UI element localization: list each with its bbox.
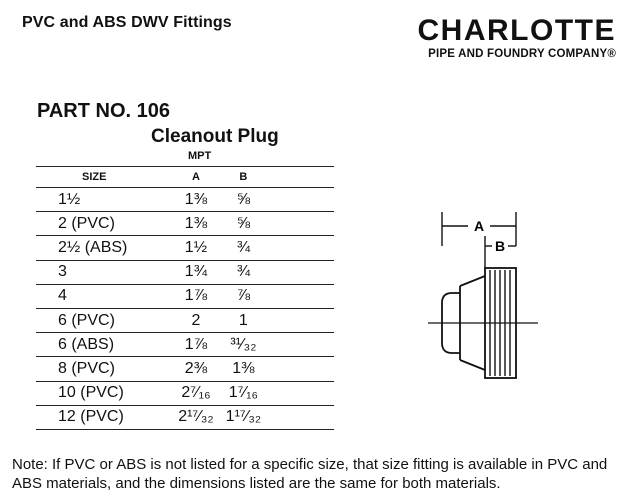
table-row — [36, 308, 334, 332]
cell-b: 1 — [219, 308, 267, 332]
cell-spacer — [268, 308, 335, 332]
cell-b: 1⁷⁄₁₆ — [219, 381, 267, 405]
table-row — [36, 333, 334, 357]
plug-collar-bottom — [460, 360, 485, 370]
header-spacer — [268, 167, 335, 188]
table-row — [36, 357, 334, 381]
cell-b: ⅝ — [219, 212, 267, 236]
cell-spacer — [268, 405, 335, 429]
table-row — [36, 381, 334, 405]
cell-size: 3 — [36, 260, 173, 284]
cell-a: 1⅜ — [173, 188, 220, 212]
dim-a-label: A — [473, 218, 485, 234]
logo-name: CHARLOTTE — [417, 14, 616, 47]
cell-size: 10 (PVC) — [36, 381, 173, 405]
header-size: SIZE — [36, 167, 173, 188]
dim-b-label: B — [494, 238, 506, 254]
cell-a: 1½ — [173, 236, 220, 260]
cell-spacer — [268, 333, 335, 357]
charlotte-logo — [388, 16, 616, 60]
cell-spacer — [268, 260, 335, 284]
dimensions-table — [36, 166, 334, 430]
header-a: A — [173, 167, 220, 188]
header-b: B — [219, 167, 267, 188]
cell-a: 1¾ — [173, 260, 220, 284]
cell-a: 2⅜ — [173, 357, 220, 381]
cell-spacer — [268, 188, 335, 212]
logo-tagline: PIPE AND FOUNDRY COMPANY® — [428, 48, 616, 60]
page-header-title: PVC and ABS DWV Fittings — [22, 14, 232, 31]
product-name: Cleanout Plug — [151, 126, 279, 147]
cell-size: 12 (PVC) — [36, 405, 173, 429]
table-row — [36, 260, 334, 284]
plug-collar-top — [460, 276, 485, 286]
table-row — [36, 188, 334, 212]
part-number: PART NO. 106 — [37, 100, 170, 122]
table-row — [36, 405, 334, 429]
cell-size: 6 (PVC) — [36, 308, 173, 332]
cell-a: 2¹⁷⁄₃₂ — [173, 405, 220, 429]
table-row — [36, 236, 334, 260]
table-row — [36, 212, 334, 236]
cell-spacer — [268, 236, 335, 260]
cell-spacer — [268, 357, 335, 381]
cell-size: 8 (PVC) — [36, 357, 173, 381]
cell-b: ³¹⁄₃₂ — [219, 333, 267, 357]
cell-a: 2⁷⁄₁₆ — [173, 381, 220, 405]
table-header-row — [36, 167, 334, 188]
cell-spacer — [268, 284, 335, 308]
cell-size: 6 (ABS) — [36, 333, 173, 357]
cell-a: 1⅞ — [173, 333, 220, 357]
thread-type: MPT — [188, 150, 212, 162]
cell-size: 2 (PVC) — [36, 212, 173, 236]
cell-spacer — [268, 381, 335, 405]
cell-b: ⅝ — [219, 188, 267, 212]
cell-b: ⅞ — [219, 284, 267, 308]
cell-size: 1½ — [36, 188, 173, 212]
cell-b: ¾ — [219, 236, 267, 260]
cell-spacer — [268, 212, 335, 236]
cell-a: 1⅜ — [173, 212, 220, 236]
cell-b: 1⅜ — [219, 357, 267, 381]
table-row — [36, 284, 334, 308]
cell-a: 2 — [173, 308, 220, 332]
cleanout-plug-diagram — [428, 206, 540, 386]
cell-b: ¾ — [219, 260, 267, 284]
cell-size: 2½ (ABS) — [36, 236, 173, 260]
cell-a: 1⅞ — [173, 284, 220, 308]
material-note: Note: If PVC or ABS is not listed for a specific size, that size fitting is available in PVC and ABS materials, and the dimensions listed are the same for both materials. — [12, 456, 608, 492]
cell-size: 4 — [36, 284, 173, 308]
cell-b: 1¹⁷⁄₃₂ — [219, 405, 267, 429]
